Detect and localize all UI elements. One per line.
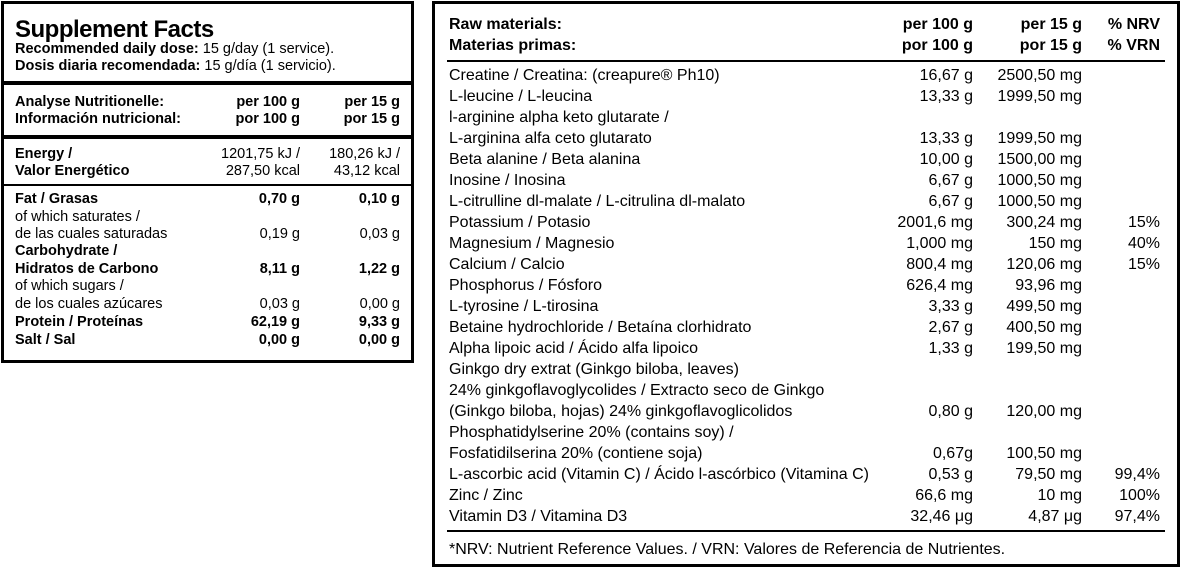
supplement-facts-panel xyxy=(1,1,414,363)
ingredient-v2: 4,87 μg xyxy=(1028,508,1082,525)
divider-thick xyxy=(4,81,411,85)
ingredient-v1: 16,67 g xyxy=(919,67,973,84)
ingredient-v3: 15% xyxy=(1127,256,1160,273)
header-col2-en: per 15 g xyxy=(1020,16,1082,33)
carb-label-1: Carbohydrate / xyxy=(15,243,118,259)
ingredient-v2: 1000,50 mg xyxy=(997,193,1082,210)
sat-label-2: de las cuales saturadas xyxy=(15,226,168,242)
fat-v2: 0,10 g xyxy=(358,191,400,207)
ingredient-v3: 15% xyxy=(1127,214,1160,231)
fat-v1: 0,70 g xyxy=(258,191,300,207)
header-label-en: Analyse Nutritionelle: xyxy=(15,94,165,110)
header-label-en: Raw materials: xyxy=(449,16,562,33)
header-col1-es: por 100 g xyxy=(901,37,973,54)
ingredient-v2: 79,50 mg xyxy=(1015,466,1082,483)
ingredient-v2: 499,50 mg xyxy=(1006,298,1082,315)
divider-thick xyxy=(4,135,411,139)
footnote: *NRV: Nutrient Reference Values. / VRN: Valores de Referencia de Nutrientes. xyxy=(449,541,1006,558)
ingredient-v2: 1500,00 mg xyxy=(997,151,1082,168)
ingredient-name: L-leucine / L-leucina xyxy=(449,88,593,105)
ingredient-v1: 6,67 g xyxy=(928,193,973,210)
ingredient-v2: 2500,50 mg xyxy=(997,67,1082,84)
ingredient-v2: 100,50 mg xyxy=(1006,445,1082,462)
header-col3-en: % NRV xyxy=(1107,16,1160,33)
header-col2-en: per 15 g xyxy=(344,94,400,110)
energy-v2b: 43,12 kcal xyxy=(333,163,400,179)
ingredient-v2: 150 mg xyxy=(1028,235,1082,252)
energy-v1b: 287,50 kcal xyxy=(225,163,300,179)
ingredient-name: Potassium / Potasio xyxy=(449,214,591,231)
ingredient-name: Alpha lipoic acid / Ácido alfa lipoico xyxy=(449,340,699,357)
carb-v2: 1,22 g xyxy=(358,261,400,277)
ingredient-name: Fosfatidilserina 20% (contiene soja) xyxy=(449,445,703,462)
ingredient-v1: 6,67 g xyxy=(928,172,973,189)
protein-v1: 62,19 g xyxy=(250,314,300,330)
panel-title: Supplement Facts xyxy=(15,16,214,43)
ingredient-v1: 13,33 g xyxy=(919,130,973,147)
salt-v2: 0,00 g xyxy=(358,332,400,348)
ingredient-v1: 1,000 mg xyxy=(906,235,973,252)
dose-es: Dosis diaria recomendada: 15 g/día (1 servicio). xyxy=(15,58,336,74)
energy-v2a: 180,26 kJ / xyxy=(329,146,400,162)
ingredient-name: L-citrulline dl-malate / L-citrulina dl-malato xyxy=(449,193,746,210)
protein-label: Protein / Proteínas xyxy=(15,314,144,330)
ingredient-v2: 10 mg xyxy=(1037,487,1082,504)
protein-v2: 9,33 g xyxy=(358,314,400,330)
header-col2-es: por 15 g xyxy=(1019,37,1082,54)
ingredient-name: 24% ginkgoflavoglycolides / Extracto seco de Ginkgo xyxy=(449,382,825,399)
ingredient-name: Phosphorus / Fósforo xyxy=(449,277,602,294)
ingredient-v2: 93,96 mg xyxy=(1015,277,1082,294)
ingredient-name: Zinc / Zinc xyxy=(449,487,523,504)
header-col1-en: per 100 g xyxy=(902,16,973,33)
ingredient-v1: 0,53 g xyxy=(928,466,973,483)
carb-label-2: Hidratos de Carbono xyxy=(15,261,159,277)
ingredient-v3: 99,4% xyxy=(1114,466,1160,483)
header-col1-en: per 100 g xyxy=(236,94,300,110)
ingredient-v1: 0,67g xyxy=(932,445,973,462)
ingredient-name: L-tyrosine / L-tirosina xyxy=(449,298,599,315)
ingredient-v1: 13,33 g xyxy=(919,88,973,105)
ingredient-name: Creatine / Creatina: (creapure® Ph10) xyxy=(449,67,720,84)
energy-v1a: 1201,75 kJ / xyxy=(221,146,300,162)
ingredient-v2: 1999,50 mg xyxy=(997,88,1082,105)
sat-v1: 0,19 g xyxy=(259,226,300,242)
sat-v2: 0,03 g xyxy=(359,226,400,242)
header-col1-es: por 100 g xyxy=(235,111,300,127)
ingredient-name: L-arginina alfa ceto glutarato xyxy=(449,130,652,147)
ingredient-v1: 10,00 g xyxy=(919,151,973,168)
header-label-es: Información nutricional: xyxy=(15,111,181,127)
ingredient-name: l-arginine alpha keto glutarate / xyxy=(449,109,669,126)
ingredient-v2: 300,24 mg xyxy=(1006,214,1082,231)
energy-label-1: Energy / xyxy=(15,146,73,162)
sugar-label-1: of which sugars / xyxy=(15,278,124,294)
header-divider xyxy=(447,60,1165,62)
ingredient-name: L-ascorbic acid (Vitamin C) / Ácido l-ascórbico (Vitamina C) xyxy=(449,466,869,483)
ingredient-v1: 800,4 mg xyxy=(906,256,973,273)
energy-label-2: Valor Energético xyxy=(15,163,130,179)
ingredient-v1: 2,67 g xyxy=(928,319,973,336)
raw-materials-panel xyxy=(432,1,1180,567)
header-col3-es: % VRN xyxy=(1107,37,1160,54)
ingredient-v1: 1,33 g xyxy=(928,340,973,357)
sugar-label-2: de los cuales azúcares xyxy=(15,296,163,312)
ingredient-v2: 400,50 mg xyxy=(1006,319,1082,336)
ingredient-v1: 2001,6 mg xyxy=(897,214,973,231)
carb-v1: 8,11 g xyxy=(259,261,300,277)
ingredient-v1: 0,80 g xyxy=(928,403,973,420)
ingredient-v2: 1000,50 mg xyxy=(997,172,1082,189)
header-label-es: Materias primas: xyxy=(449,37,577,54)
ingredient-v3: 40% xyxy=(1127,235,1160,252)
ingredient-name: Magnesium / Magnesio xyxy=(449,235,615,252)
ingredient-v1: 66,6 mg xyxy=(915,487,973,504)
ingredient-name: Phosphatidylserine 20% (contains soy) / xyxy=(449,424,734,441)
ingredient-v3: 97,4% xyxy=(1114,508,1160,525)
ingredient-name: Vitamin D3 / Vitamina D3 xyxy=(449,508,628,525)
ingredient-v1: 32,46 μg xyxy=(910,508,973,525)
ingredient-v1: 626,4 mg xyxy=(906,277,973,294)
sugar-v2: 0,00 g xyxy=(359,296,400,312)
footer-divider xyxy=(447,530,1165,532)
ingredient-name: Calcium / Calcio xyxy=(449,256,565,273)
ingredient-name: Inosine / Inosina xyxy=(449,172,566,189)
salt-label: Salt / Sal xyxy=(15,332,76,348)
ingredient-name: Betaine hydrochloride / Betaína clorhidrato xyxy=(449,319,752,336)
ingredient-name: (Ginkgo biloba, hojas) 24% ginkgoflavoglicolidos xyxy=(449,403,793,420)
ingredient-v3: 100% xyxy=(1119,487,1160,504)
ingredient-v1: 3,33 g xyxy=(928,298,973,315)
salt-v1: 0,00 g xyxy=(258,332,300,348)
ingredient-name: Beta alanine / Beta alanina xyxy=(449,151,641,168)
sat-label-1: of which saturates / xyxy=(15,209,140,225)
ingredient-v2: 120,06 mg xyxy=(1006,256,1082,273)
fat-label: Fat / Grasas xyxy=(15,191,99,207)
ingredient-v2: 1999,50 mg xyxy=(997,130,1082,147)
header-col2-es: por 15 g xyxy=(343,111,400,127)
ingredient-v2: 199,50 mg xyxy=(1006,340,1082,357)
dose-en: Recommended daily dose: 15 g/day (1 service). xyxy=(15,41,335,57)
sugar-v1: 0,03 g xyxy=(259,296,300,312)
ingredient-v2: 120,00 mg xyxy=(1006,403,1082,420)
ingredient-name: Ginkgo dry extrat (Ginkgo biloba, leaves) xyxy=(449,361,739,378)
divider-thin xyxy=(4,184,411,186)
